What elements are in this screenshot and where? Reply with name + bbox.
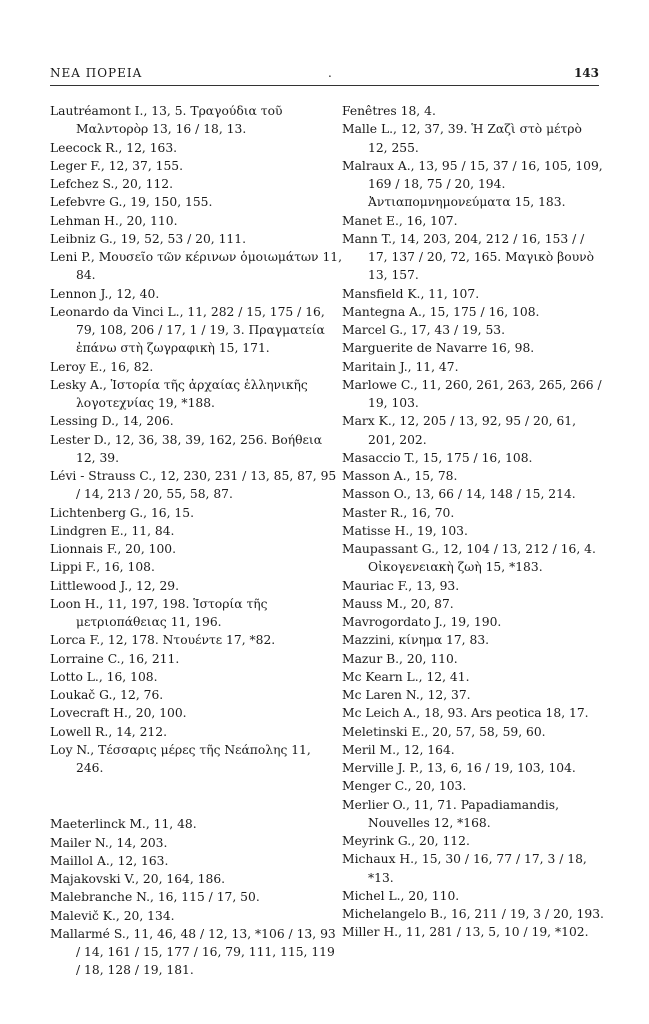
- index-entry: Meletinski E., 20, 57, 58, 59, 60.: [342, 724, 546, 739]
- index-entry: Lindgren E., 11, 84.: [50, 523, 175, 538]
- index-entry: Mauss M., 20, 87.: [342, 596, 454, 611]
- index-entry: Lefchez S., 20, 112.: [50, 177, 174, 191]
- index-entry: Lovecraft H., 20, 100.: [50, 706, 187, 721]
- index-entry: Maritain J., 11, 47.: [342, 359, 459, 374]
- index-entry: Lowell R., 14, 212.: [50, 724, 167, 739]
- index-entry: Maupassant G., 12, 104 / 13, 212 / 16, 4. Οἰκογενειακὴ ζωὴ 15, *183.: [342, 542, 596, 575]
- index-entry: Marx K., 12, 205 / 13, 92, 95 / 20, 61, 201, 202.: [342, 414, 577, 447]
- index-entry: Leonardo da Vinci L., 11, 282 / 15, 175 / 16, 79, 108, 206 / 17, 1 / 19, 3. Πραγματεία ἐπάνω στὴ ζωγραφικὴ 15, 171.: [50, 304, 325, 356]
- index-entry: Loukač G., 12, 76.: [50, 688, 164, 702]
- index-entry: Lester D., 12, 36, 38, 39, 162, 256. Βοήθεια 12, 39.: [50, 432, 323, 465]
- index-entry: Mailer N., 14, 203.: [50, 835, 168, 850]
- index-entry: Meril M., 12, 164.: [342, 742, 455, 757]
- index-entry: Maillol A., 12, 163.: [50, 853, 169, 868]
- index-entry: Leger F., 12, 37, 155.: [50, 158, 184, 173]
- index-column-right: [342, 102, 604, 942]
- page-number: 143: [573, 66, 599, 80]
- index-entry: Malevič K., 20, 134.: [50, 908, 175, 923]
- index-entry: Marlowe C., 11, 260, 261, 263, 265, 266 / 19, 103.: [342, 377, 602, 410]
- index-entry: Masson O., 13, 66 / 14, 148 / 15, 214.: [342, 487, 576, 502]
- index-entry: Merville J. P., 13, 6, 16 / 19, 103, 104.: [342, 761, 576, 775]
- index-entry: Mc Laren N., 12, 37.: [342, 688, 471, 702]
- index-entry: Littlewood J., 12, 29.: [50, 578, 180, 593]
- index-entry: Lotto L., 16, 108.: [50, 669, 158, 684]
- index-entry: Lennon J., 12, 40.: [50, 286, 160, 301]
- running-header: [50, 66, 599, 86]
- index-entry: Lévi - Strauss C., 12, 230, 231 / 13, 85, 87, 95 / 14, 213 / 20, 55, 58, 87.: [50, 469, 337, 502]
- index-entry: Loon H., 11, 197, 198. Ἱστορία τῆς μετριοπάθειας 11, 196.: [50, 596, 268, 629]
- index-entry: Marcel G., 17, 43 / 19, 53.: [342, 323, 506, 337]
- section-gap: [50, 777, 342, 815]
- index-entry: Mc Kearn L., 12, 41.: [342, 669, 470, 684]
- index-entry: Lesky A., Ἱστορία τῆς ἀρχαίας ἑλληνικῆς λογοτεχνίας 19, *188.: [50, 377, 308, 410]
- index-column-left: [50, 102, 342, 980]
- index-entry: Michaux H., 15, 30 / 16, 77 / 17, 3 / 18, *13.: [342, 852, 587, 885]
- journal-title: ΝΕΑ ΠΟΡΕΙΑ: [50, 66, 143, 80]
- index-entry: Mazur B., 20, 110.: [342, 651, 458, 666]
- index-entry: Lichtenberg G., 16, 15.: [50, 505, 194, 520]
- index-entry: Manet E., 16, 107.: [342, 213, 458, 228]
- index-entry: Mann T., 14, 203, 204, 212 / 16, 153 / / 17, 137 / 20, 72, 165. Μαγικὸ βουνὸ 13, 157.: [342, 231, 595, 283]
- index-entry: Lautréamont I., 13, 5. Τραγούδια τοῦ Μαλντορὸρ 13, 16 / 18, 13.: [50, 104, 283, 137]
- index-entry: Lorca F., 12, 178. Ντουέντε 17, *82.: [50, 633, 276, 648]
- index-entry: Masaccio T., 15, 175 / 16, 108.: [342, 450, 533, 465]
- index-entry: Marguerite de Navarre 16, 98.: [342, 341, 535, 356]
- index-entry: Mantegna A., 15, 175 / 16, 108.: [342, 304, 540, 319]
- index-entry: Majakovski V., 20, 164, 186.: [50, 872, 226, 886]
- index-entry: Lehman H., 20, 110.: [50, 213, 178, 228]
- index-entry: Loy N., Τέσσαρις μέρες τῆς Νεάπολης 11, 246.: [50, 742, 311, 775]
- index-entry: Lionnais F., 20, 100.: [50, 542, 177, 556]
- index-entry: Matisse H., 19, 103.: [342, 523, 468, 538]
- index-entry: Lefebvre G., 19, 150, 155.: [50, 195, 213, 210]
- index-entry: Lorraine C., 16, 211.: [50, 651, 180, 666]
- index-entry: Leecock R., 12, 163.: [50, 140, 178, 155]
- index-entry: Malebranche N., 16, 115 / 17, 50.: [50, 890, 260, 905]
- index-entry: Lippi F., 16, 108.: [50, 560, 155, 575]
- index-entry: Mauriac F., 13, 93.: [342, 578, 460, 593]
- index-entry: Michelangelo B., 16, 211 / 19, 3 / 20, 193.: [342, 907, 604, 921]
- index-entry: Mazzini, κίνημα 17, 83.: [342, 633, 490, 648]
- index-entry: Malle L., 12, 37, 39. Ἡ Ζαζὶ στὸ μέτρὸ 12, 255.: [342, 122, 582, 155]
- index-entry: Leroy E., 16, 82.: [50, 359, 154, 374]
- header-dot: .: [328, 66, 333, 80]
- index-entry: Masson A., 15, 78.: [342, 469, 458, 483]
- index-entry: Miller H., 11, 281 / 13, 5, 10 / 19, *102.: [342, 925, 589, 940]
- index-entry: Menger C., 20, 103.: [342, 779, 467, 794]
- index-entry: Lessing D., 14, 206.: [50, 414, 174, 429]
- index-entry: Mallarmé S., 11, 46, 48 / 12, 13, *106 / 13, 93 / 14, 161 / 15, 177 / 16, 79, 111, 115, 119 / 18, 128 / 19, 181.: [50, 926, 336, 978]
- index-entry: Malraux A., 13, 95 / 15, 37 / 16, 105, 109, 169 / 18, 75 / 20, 194. Ἀντιαπομνημονεύματα 15, 183.: [342, 158, 603, 210]
- index-entry: Master R., 16, 70.: [342, 505, 455, 520]
- index-entry: Meyrink G., 20, 112.: [342, 834, 470, 848]
- index-entry: Leni P., Μουσεῖο τῶν κέρινων ὁμοιωμάτων 11, 84.: [50, 250, 343, 283]
- index-entry: Michel L., 20, 110.: [342, 888, 460, 903]
- index-entry: Maeterlinck M., 11, 48.: [50, 817, 197, 832]
- header-rule: [50, 85, 599, 86]
- index-entry: Merlier O., 11, 71. Papadiamandis, Nouvelles 12, *168.: [342, 797, 560, 830]
- index-entry: Mavrogordato J., 19, 190.: [342, 615, 502, 629]
- index-entry: Mc Leich A., 18, 93. Ars peotica 18, 17.: [342, 706, 589, 721]
- index-entry: Fenêtres 18, 4.: [342, 104, 436, 118]
- index-entry: Leibniz G., 19, 52, 53 / 20, 111.: [50, 231, 246, 246]
- index-entry: Mansfield K., 11, 107.: [342, 286, 480, 301]
